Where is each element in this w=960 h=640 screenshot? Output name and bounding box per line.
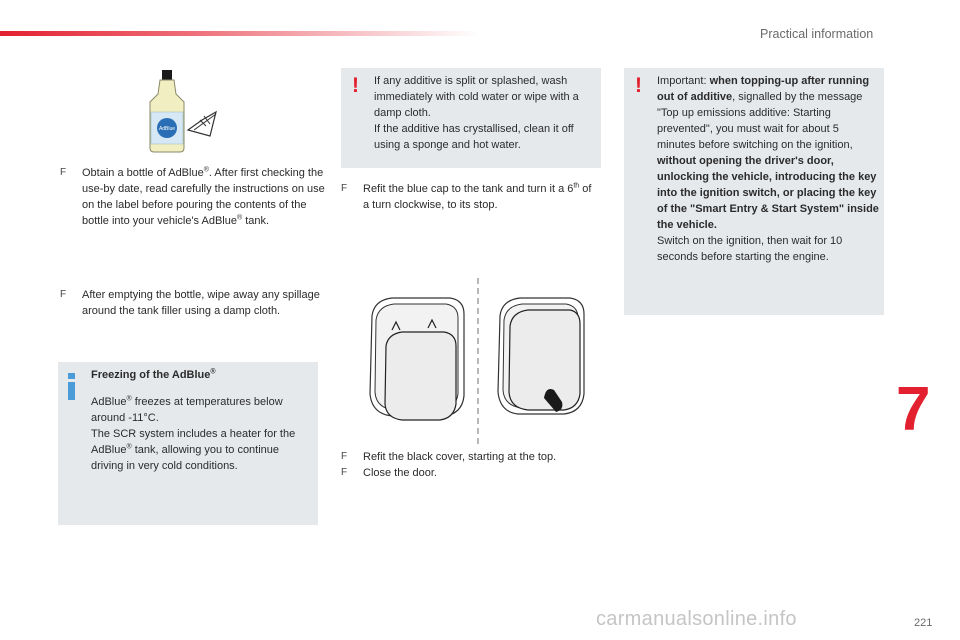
info-icon <box>68 373 75 400</box>
bullet-icon: F <box>60 167 67 178</box>
header-accent-bar <box>0 31 480 36</box>
info-box-freezing <box>58 362 318 525</box>
step-refit-black-cover: F Refit the black cover, starting at the top. <box>341 451 557 463</box>
warning-box-spill <box>341 68 601 168</box>
warning-box-topping-up <box>624 68 884 315</box>
info-title: Freezing of the AdBlue® <box>91 368 216 381</box>
bullet-icon: F <box>60 289 67 300</box>
watermark: carmanualsonline.info <box>596 608 797 630</box>
warning-icon: ! <box>635 74 642 97</box>
step-refit-blue-cap: F Refit the blue cap to the tank and turn it a 6th of a turn clockwise, to its stop. <box>341 182 592 211</box>
info-paragraph: AdBlue® freezes at temperatures below around -11°C. The SCR system includes a heater for the AdBlue® tank, allowing you to continue driving in very cold conditions. <box>91 395 296 472</box>
bullet-icon: F <box>341 467 348 478</box>
page-number: 221 <box>914 617 933 629</box>
adblue-bottle-illustration <box>140 68 226 156</box>
bottle-label: AdBlue <box>158 126 176 132</box>
chapter-number: 7 <box>896 375 931 444</box>
warning-icon: ! <box>352 74 359 97</box>
warning-text: Important: when topping-up after running out of additive, signalled by the message "Top up emissions additive: Starting prevented", you must wait for about 5 minutes before switching on the ignition, without opening the driver's door, unlocking the vehicle, introducing the key into the ignition switch, or placing the key of the "Smart Entry & Start System" inside the vehicle. Switch on the ignition, then wait for 10 seconds before starting the engine. <box>657 75 879 263</box>
warning-text: If any additive is split or splashed, wash immediately with cold water or wipe with a damp cloth. If the additive has crystallised, clean it off using a sponge and hot water. <box>374 75 579 151</box>
section-title: Practical information <box>760 27 874 41</box>
bullet-icon: F <box>341 183 348 194</box>
tank-cover-illustration <box>358 276 594 446</box>
step-wipe-spillage: F After emptying the bottle, wipe away any spillage around the tank filler using a damp cloth. <box>60 289 320 317</box>
step-obtain-bottle: F Obtain a bottle of AdBlue®. After first checking the use-by date, read carefully the instructions on use on the label before pouring the contents of the bottle into your vehicle's AdBlue® tank. <box>60 166 325 227</box>
bullet-icon: F <box>341 451 348 462</box>
step-close-door: F Close the door. <box>341 467 437 479</box>
